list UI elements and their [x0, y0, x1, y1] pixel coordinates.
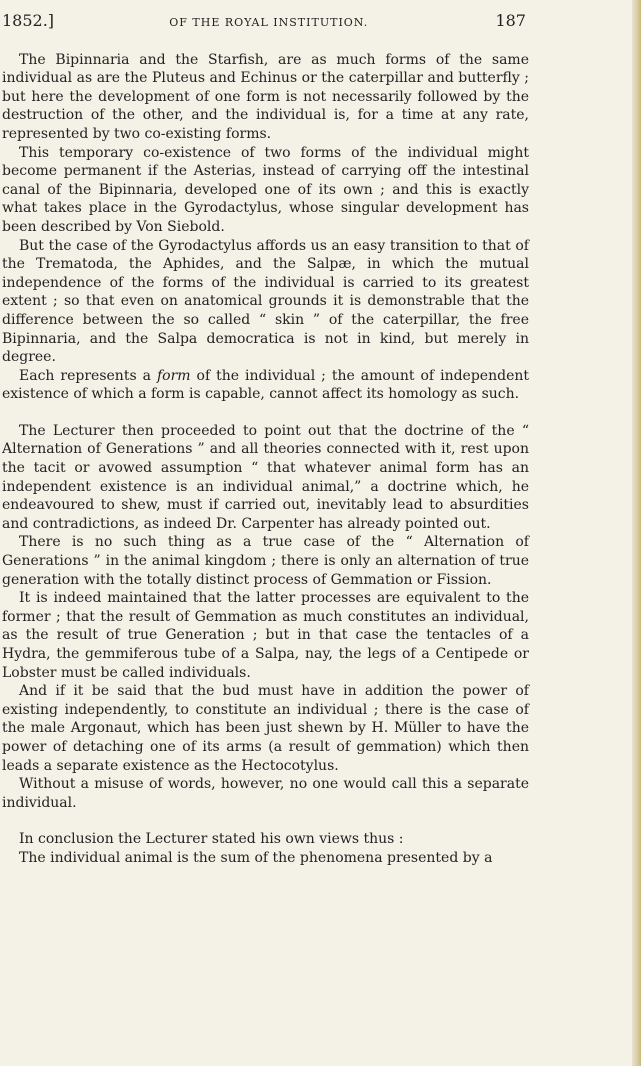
paragraph-temporary-coexistence: This temporary co-existence of two forms of the individual might become permanent if the Asterias, instead of carrying off the intestinal canal of the Bipinnaria, developed one of its own ; and this is exactly what takes place in the Gyrodactylus, whose singular development has been described by Von Siebold.: [2, 144, 529, 235]
paragraph-bipinnaria-starfish: The Bipinnaria and the Starfish, are as much forms of the same individual as are the Pluteus and Echinus or the caterpillar and butterfly ; but here the development of one form is not necessarily followed by the destruction of the other, and the individual is, for a time at any rate, represented by two co-existing forms.: [2, 51, 529, 142]
running-head: OF THE ROYAL INSTITUTION.: [169, 16, 369, 29]
paragraph-bud-independent: And if it be said that the bud must have in addition the power of existing independently, to constitute an individual ; there is the case of the male Argonaut, which has been just shewn by H. Müller to have the power of detaching one of its arms (a result of gemmation) which then leads a separate existence as the Hectocotylus.: [2, 683, 529, 774]
section-gap: [2, 404, 529, 422]
paragraph-each-represents-start: Each represents a: [19, 367, 157, 384]
paragraph-conclusion: In conclusion the Lecturer stated his own views thus :: [19, 831, 404, 848]
emphasis-form: form: [156, 367, 191, 384]
paragraph-maintained-equivalent: It is indeed maintained that the latter processes are equivalent to the former ; that the result of Gemmation as much constitutes an individual, as the result of true Generation ; but in that case the tentacles of a Hydra, the gemmiferous tube of a Salpa, nay, the legs of a Centipede or Lobster must be called individuals.: [2, 590, 529, 681]
paragraph-lecturer-proceeded: The Lecturer then proceeded to point out that the doctrine of the “ Alternation of Generations ” and all theories connected with it, rest upon the tacit or avowed assumption “ that whatever animal form has an independent existence is an individual animal,” a doctrine which, he endeavoured to shew, must if carried out, inevitably lead to absurdities and contradictions, as indeed Dr. Carpenter has already pointed out.: [2, 422, 529, 532]
paragraph-each-represents: [2, 367, 529, 404]
page-edge: [632, 0, 641, 1066]
paragraph-individual-animal: The individual animal is the sum of the phenomena presented by a: [19, 849, 493, 866]
header-year: 1852.]: [2, 11, 55, 30]
section-gap-2: [2, 812, 529, 830]
page-header: [2, 12, 526, 33]
page-text: [2, 12, 529, 868]
paragraph-gyrodactylus: But the case of the Gyrodactylus affords us an easy transition to that of the Trematoda, the Aphides, and the Salpæ, in which the mutual independence of the forms of the individual is carried to its greatest extent ; so that even on anatomical grounds it is demonstrable that the difference between the so called “ skin ” of the caterpillar, the free Bipinnaria, and the Salpa democratica is not in kind, but merely in degree.: [2, 237, 529, 366]
paragraph-no-true-alternation: There is no such thing as a true case of the “ Alternation of Generations ” in the animal kingdom ; there is only an alternation of true generation with the totally distinct process of Gemmation or Fission.: [2, 534, 529, 588]
paragraph-misuse-of-words: Without a misuse of words, however, no one would call this a separate individual.: [2, 776, 529, 811]
page-number: 187: [495, 11, 526, 30]
paragraph-each-represents-end: of the individual ; the amount of independent existence of which a form is capable, cannot affect its homology as such.: [2, 367, 529, 403]
